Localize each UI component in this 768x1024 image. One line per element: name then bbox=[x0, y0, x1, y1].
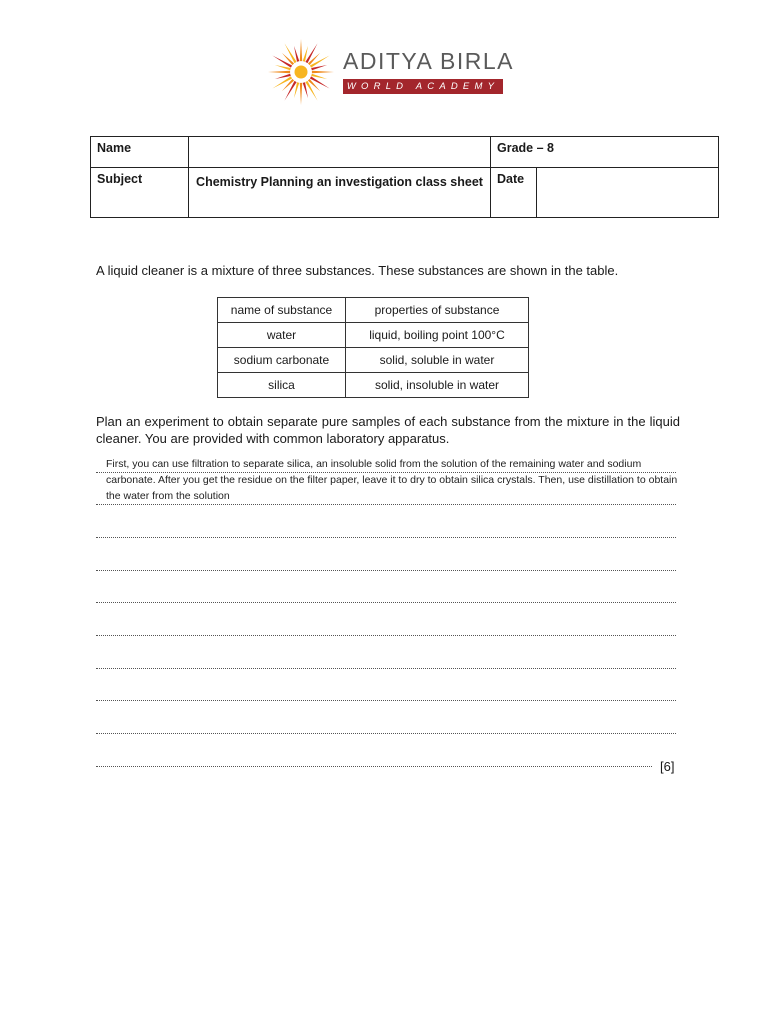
sun-ray bbox=[310, 56, 330, 68]
name-label: Name bbox=[91, 137, 189, 168]
table-row bbox=[218, 373, 529, 398]
table-row bbox=[218, 323, 529, 348]
sun-ray bbox=[272, 56, 292, 68]
sun-ray bbox=[305, 81, 317, 101]
sun-ray bbox=[308, 79, 320, 91]
sun-ray bbox=[282, 53, 294, 65]
answer-line bbox=[96, 602, 676, 603]
question-intro: A liquid cleaner is a mixture of three substances. These substances are shown in the table. bbox=[96, 263, 619, 278]
answer-line bbox=[96, 700, 676, 701]
answer-line bbox=[96, 537, 676, 538]
sun-ray bbox=[300, 83, 302, 105]
answer-text[interactable]: First, you can use filtration to separate silica, an insoluble solid from the solution of the remaining water and sodium carbonate. After you get the residue on the filter paper, leave it to dry to obtain silica crystals. Then, use distillation to obtain the water from the solution bbox=[106, 458, 678, 502]
sun-ray bbox=[310, 76, 330, 88]
table-cell: solid, insoluble in water bbox=[346, 373, 529, 398]
table-header: name of substance bbox=[218, 298, 346, 323]
sun-ray bbox=[300, 39, 302, 61]
sun-ray bbox=[312, 71, 334, 73]
grade-label: Grade – 8 bbox=[491, 137, 719, 168]
answer-line bbox=[96, 766, 652, 767]
subject-label: Subject bbox=[91, 168, 189, 218]
table-cell: liquid, boiling point 100°C bbox=[346, 323, 529, 348]
student-info-table bbox=[90, 136, 719, 218]
table-row bbox=[218, 348, 529, 373]
table-cell: silica bbox=[218, 373, 346, 398]
name-field[interactable] bbox=[189, 137, 491, 168]
sun-ray bbox=[272, 76, 292, 88]
table-cell: sodium carbonate bbox=[218, 348, 346, 373]
logo-name: ADITYA BIRLA bbox=[343, 48, 514, 74]
table-header: properties of substance bbox=[346, 298, 529, 323]
school-logo bbox=[265, 36, 514, 108]
logo-subtitle: WORLD ACADEMY bbox=[343, 79, 503, 94]
sun-ray bbox=[282, 79, 294, 91]
date-label: Date bbox=[491, 168, 537, 218]
sun-ray bbox=[285, 81, 297, 101]
table-cell: solid, soluble in water bbox=[346, 348, 529, 373]
answer-line bbox=[96, 504, 676, 505]
answer-line bbox=[96, 570, 676, 571]
table-cell: water bbox=[218, 323, 346, 348]
answer-line bbox=[96, 635, 676, 636]
sun-ray bbox=[285, 43, 297, 63]
sun-ray bbox=[305, 43, 317, 63]
subject-value: Chemistry Planning an investigation class sheet bbox=[189, 168, 491, 218]
sun-ray bbox=[308, 53, 320, 65]
sun-logo-icon bbox=[265, 36, 337, 108]
question-prompt: Plan an experiment to obtain separate pure samples of each substance from the mixture in the liquid cleaner. You are provided with common laboratory apparatus. bbox=[96, 414, 680, 446]
sun-ray bbox=[268, 71, 290, 73]
answer-line bbox=[96, 668, 676, 669]
marks-label: [6] bbox=[660, 759, 675, 774]
substance-table bbox=[217, 297, 529, 398]
date-field[interactable] bbox=[537, 168, 719, 218]
answer-line bbox=[96, 733, 676, 734]
